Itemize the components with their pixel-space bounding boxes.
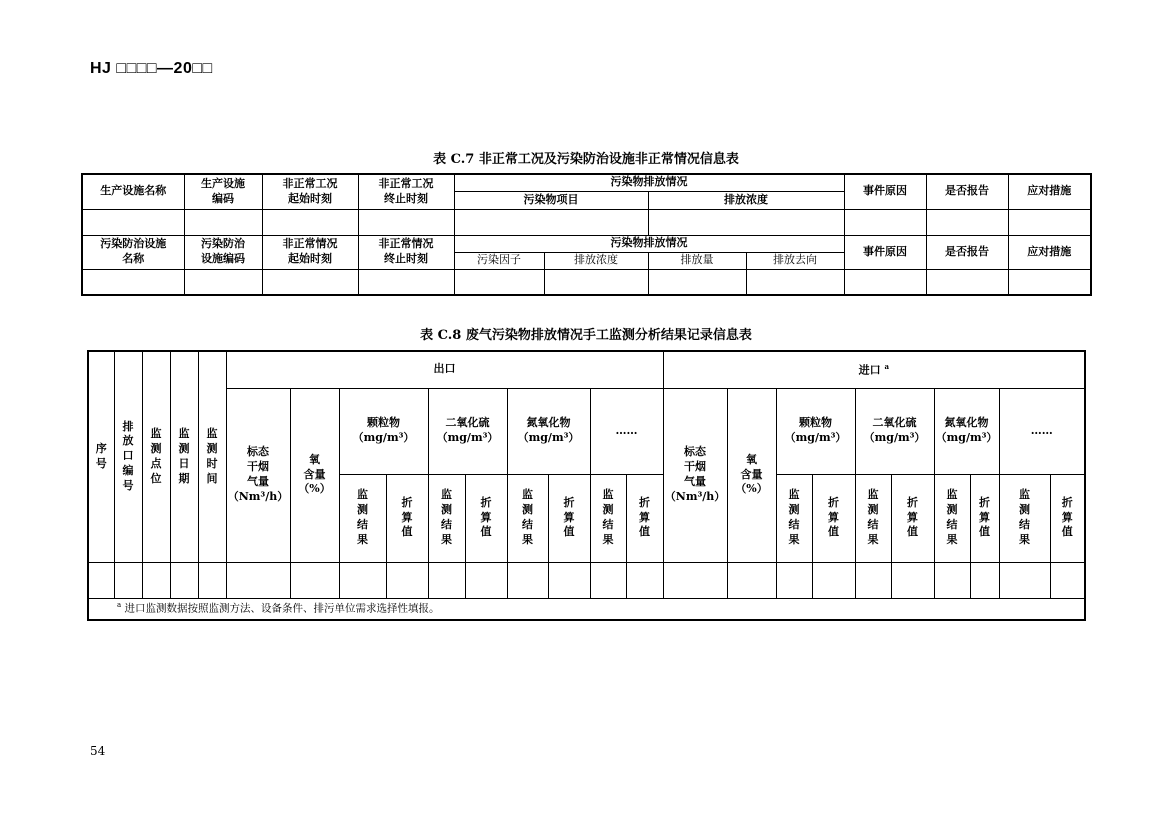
col-converted-value: 折 算 值: [465, 474, 507, 562]
table-cell: [82, 269, 184, 295]
table-cell: [926, 209, 1008, 235]
col-measures: 应对措施: [1008, 174, 1091, 209]
col-converted-value: 折 算 值: [626, 474, 663, 562]
table-c7-caption: 表 C.7 非正常工况及污染防治设施非正常情况信息表: [433, 152, 739, 167]
table-c7: [81, 173, 1092, 296]
col-measures-2: 应对措施: [1008, 235, 1091, 269]
col-group-inlet: 进口 $^a$: [663, 351, 1085, 388]
col-outlet-particulate: 颗粒物 （mg/m³）: [339, 388, 428, 474]
table-c8: [87, 350, 1086, 621]
col-emission-destination: 排放去向: [746, 252, 844, 269]
table-row: [82, 269, 1091, 295]
col-inlet-so2: 二氧化硫 （mg/m³）: [855, 388, 934, 474]
col-event-reason-2: 事件原因: [844, 235, 926, 269]
col-reported-2: 是否报告: [926, 235, 1008, 269]
col-converted-value: 折 算 值: [1050, 474, 1085, 562]
col-outlet-code: 排 放 口 编 号: [114, 351, 142, 562]
table-row: [88, 562, 1085, 598]
col-converted-value: 折 算 值: [891, 474, 934, 562]
col-group-emission: 污染物排放情况: [454, 174, 844, 191]
col-outlet-so2: 二氧化硫 （mg/m³）: [428, 388, 507, 474]
col-control-facility-code: 污染防治 设施编码: [184, 235, 262, 269]
table-cell: [648, 269, 746, 295]
col-monitor-point: 监 测 点 位: [142, 351, 170, 562]
col-inlet-nox: 氮氧化物 （mg/m³）: [934, 388, 999, 474]
col-abnormal-cond-end: 非正常情况 终止时刻: [358, 235, 454, 269]
col-emission-amount: 排放量: [648, 252, 746, 269]
col-measured-result: 监 测 结 果: [776, 474, 812, 562]
table-cell: [926, 269, 1008, 295]
table-row: [82, 209, 1091, 235]
page-number: 54: [90, 744, 106, 758]
col-event-reason: 事件原因: [844, 174, 926, 209]
document-code: HJ □□□□—20□□: [90, 60, 213, 77]
table-cell: [844, 269, 926, 295]
col-pollutant-factor: 污染因子: [454, 252, 544, 269]
col-measured-result: 监 测 结 果: [855, 474, 891, 562]
col-abnormal-start: 非正常工况 起始时刻: [262, 174, 358, 209]
col-abnormal-end: 非正常工况 终止时刻: [358, 174, 454, 209]
col-abnormal-cond-start: 非正常情况 起始时刻: [262, 235, 358, 269]
col-inlet-more: ……: [999, 388, 1085, 474]
col-outlet-flow: 标态 干烟 气量 （Nm³/h）: [226, 388, 290, 562]
col-inlet-flow: 标态 干烟 气量 （Nm³/h）: [663, 388, 727, 562]
col-measured-result: 监 测 结 果: [590, 474, 626, 562]
table-cell: [844, 209, 926, 235]
table-cell: [184, 209, 262, 235]
table-c8-footnote: $^a$ 进口监测数据按照监测方法、设备条件、排污单位需求选择性填报。: [88, 598, 1085, 620]
table-cell: [1008, 209, 1091, 235]
col-seq: 序 号: [88, 351, 114, 562]
col-measured-result: 监 测 结 果: [999, 474, 1050, 562]
table-cell: [544, 269, 648, 295]
col-reported: 是否报告: [926, 174, 1008, 209]
col-outlet-nox: 氮氧化物 （mg/m³）: [507, 388, 590, 474]
col-outlet-oxygen: 氧 含量 （%）: [290, 388, 339, 562]
table-cell: [184, 269, 262, 295]
col-pollutant-item: 污染物项目: [454, 191, 648, 209]
col-outlet-more: ……: [590, 388, 663, 474]
col-control-facility-name: 污染防治设施 名称: [82, 235, 184, 269]
col-monitor-time: 监 测 时 间: [198, 351, 226, 562]
table-cell: [648, 209, 844, 235]
col-converted-value: 折 算 值: [548, 474, 590, 562]
col-group-emission-2: 污染物排放情况: [454, 235, 844, 252]
table-cell: [82, 209, 184, 235]
col-measured-result: 监 测 结 果: [507, 474, 548, 562]
col-measured-result: 监 测 结 果: [428, 474, 465, 562]
col-inlet-oxygen: 氧 含量 （%）: [727, 388, 776, 562]
col-converted-value: 折 算 值: [970, 474, 999, 562]
table-cell: [454, 209, 648, 235]
col-converted-value: 折 算 值: [812, 474, 855, 562]
col-emission-conc-2: 排放浓度: [544, 252, 648, 269]
col-measured-result: 监 测 结 果: [934, 474, 970, 562]
col-monitor-date: 监 测 日 期: [170, 351, 198, 562]
col-converted-value: 折 算 值: [386, 474, 428, 562]
col-group-outlet: 出口: [226, 351, 663, 388]
table-cell: [262, 209, 358, 235]
table-cell: [746, 269, 844, 295]
col-facility-name: 生产设施名称: [82, 174, 184, 209]
table-cell: [358, 209, 454, 235]
table-cell: [1008, 269, 1091, 295]
table-cell: [262, 269, 358, 295]
col-facility-code: 生产设施 编码: [184, 174, 262, 209]
table-cell: [454, 269, 544, 295]
table-cell: [358, 269, 454, 295]
col-measured-result: 监 测 结 果: [339, 474, 386, 562]
col-inlet-particulate: 颗粒物 （mg/m³）: [776, 388, 855, 474]
col-emission-conc: 排放浓度: [648, 191, 844, 209]
table-c8-caption: 表 C.8 废气污染物排放情况手工监测分析结果记录信息表: [420, 328, 752, 343]
